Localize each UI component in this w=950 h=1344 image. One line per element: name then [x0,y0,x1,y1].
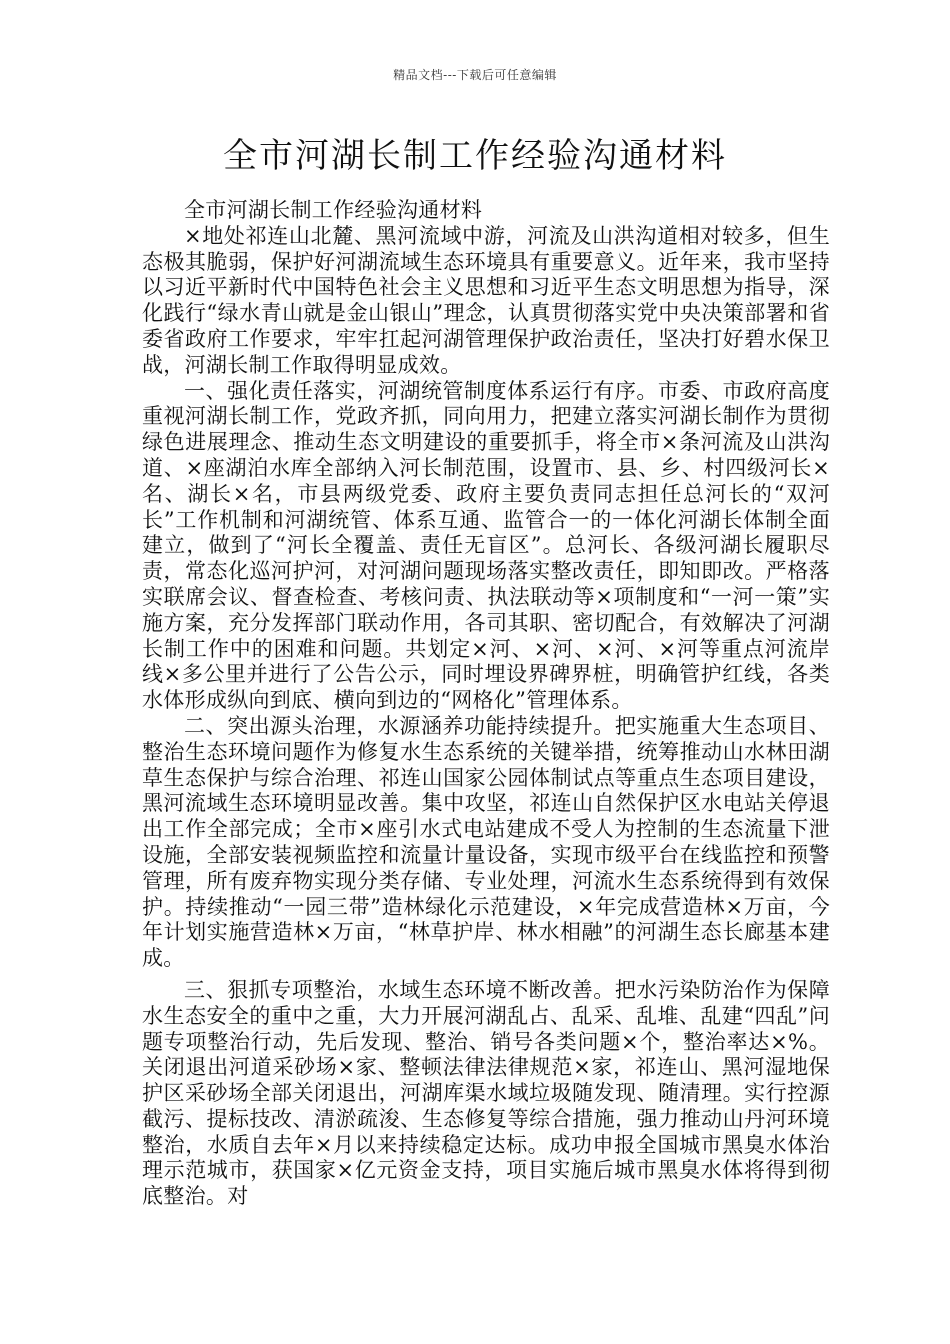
paragraph-section-1: 一、强化责任落实，河湖统管制度体系运行有序。市委、市政府高度重视河湖长制工作，党政齐抓，同向用力，把建立落实河湖长制作为贯彻绿色进展理念、推动生态文明建设的重要抓手，将全市×条河流及山洪沟道、×座湖泊水库全部纳入河长制范围，设置市、县、乡、村四级河长×名、湖长×名，市县两级党委、政府主要负责同志担任总河长的“双河长”工作机制和河湖统管、体系互通、监管合一的一体化河湖长体制全面建立，做到了“河长全覆盖、责任无盲区”。总河长、各级河湖长履职尽责，常态化巡河护河，对河湖问题现场落实整改责任，即知即改。严格落实联席会议、督查检查、考核问责、执法联动等×项制度和“一河一策”实施方案，充分发挥部门联动作用，各司其职、密切配合，有效解决了河湖长制工作中的困难和问题。共划定×河、×河、×河、×河等重点河流岸线×多公里并进行了公告公示，同时埋设界碑界桩，明确管护红线，各类水体形成纵向到底、横向到边的“网格化”管理体系。 [142,378,830,713]
document-body [142,198,830,1210]
header-note: 精品文档---下载后可任意编辑 [393,68,557,82]
paragraph-section-3: 三、狠抓专项整治，水域生态环境不断改善。把水污染防治作为保障水生态安全的重中之重，大力开展河湖乱占、乱采、乱堆、乱建“四乱”问题专项整治行动，先后发现、整治、销号各类问题×个，整治率达×%。关闭退出河道采砂场×家、整顿法律法律规范×家，祁连山、黑河湿地保护区采砂场全部关闭退出，河湖库渠水域垃圾随发现、随清理。实行控源截污、提标技改、清淤疏浚、生态修复等综合措施，强力推动山丹河环境整治，水质自去年×月以来持续稳定达标。成功申报全国城市黑臭水体治理示范城市，获国家×亿元资金支持，项目实施后城市黑臭水体将得到彻底整治。对 [142,977,830,1209]
paragraph-section-2: 二、突出源头治理，水源涵养功能持续提升。把实施重大生态项目、整治生态环境问题作为修复水生态系统的关键举措，统筹推动山水林田湖草生态保护与综合治理、祁连山国家公园体制试点等重点生态项目建设，黑河流域生态环境明显改善。集中攻坚，祁连山自然保护区水电站关停退出工作全部完成；全市×座引水式电站建成不受人为控制的生态流量下泄设施，全部安装视频监控和流量计量设备，实现市级平台在线监控和预警管理，所有废弃物实现分类存储、专业处理，河流水生态系统得到有效保护。持续推动“一园三带”造林绿化示范建设，×年完成营造林×万亩，今年计划实施营造林×万亩，“林草护岸、林水相融”的河湖生态长廊基本建成。 [142,713,830,971]
paragraph-subtitle: 全市河湖长制工作经验沟通材料 [184,198,483,222]
paragraph-intro: ×地处祁连山北麓、黑河流域中游，河流及山洪沟道相对较多，但生态极其脆弱，保护好河湖流域生态环境具有重要意义。近年来，我市坚持以习近平新时代中国特色社会主义思想和习近平生态文明思想为指导，深化践行“绿水青山就是金山银山”理念，认真贯彻落实党中央决策部署和省委省政府工作要求，牢牢扛起河湖管理保护政治责任，坚决打好碧水保卫战，河湖长制工作取得明显成效。 [142,223,830,377]
document-title: 全市河湖长制工作经验沟通材料 [223,136,727,176]
